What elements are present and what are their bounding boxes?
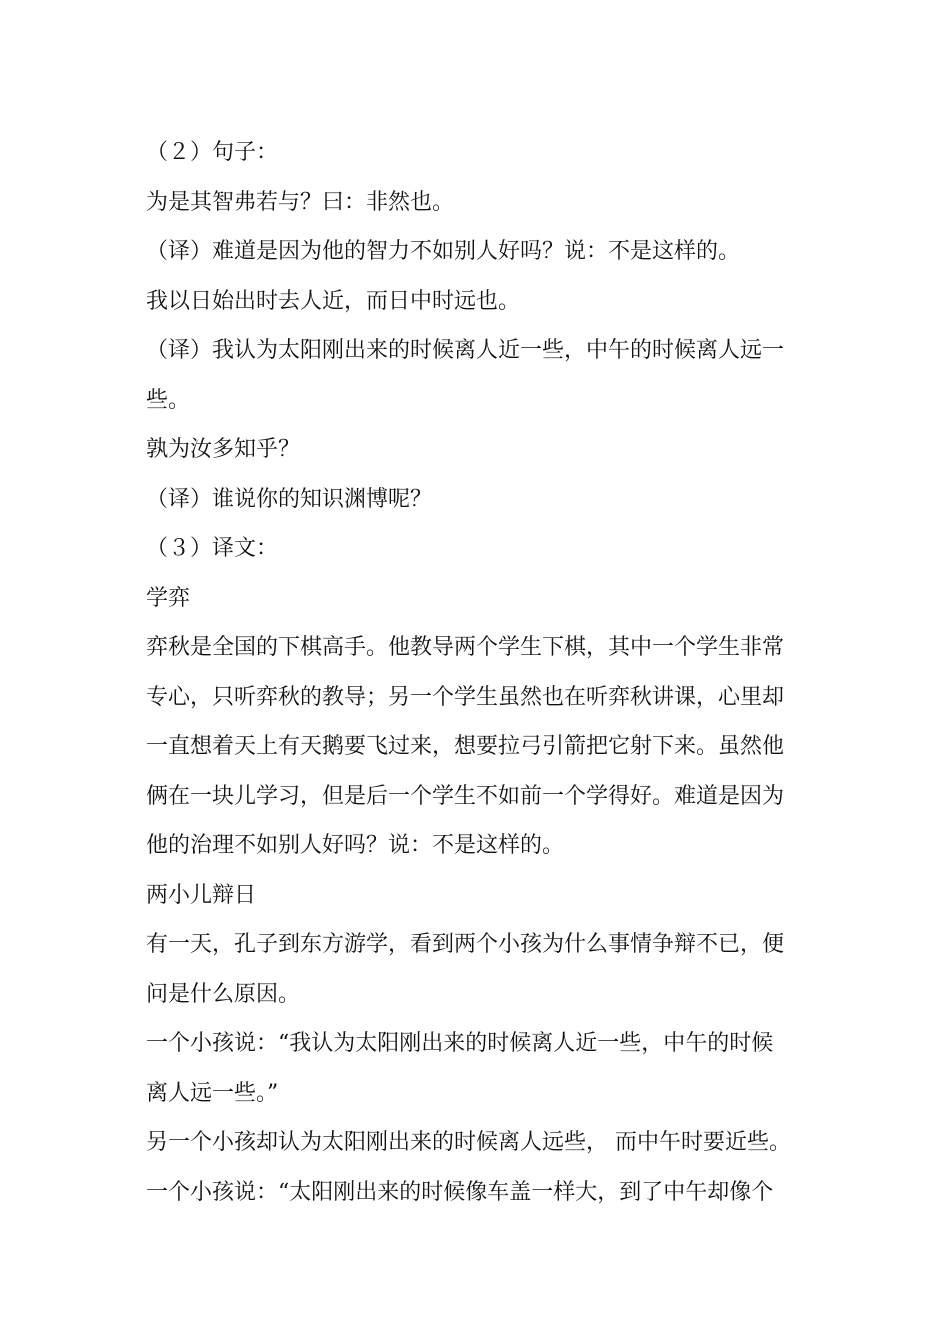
paragraph-line: 弈秋是全国的下棋高手。他教导两个学生下棋，其中一个学生非常 <box>146 635 785 660</box>
section-heading-translation: （３）译文： <box>146 536 279 561</box>
paragraph-line: 俩在一块儿学习，但是后一个学生不如前一个学得好。难道是因为 <box>146 783 785 809</box>
story-title-liangxiaoer: 两小儿辩日 <box>146 882 257 908</box>
paragraph-line: 问是什么原因。 <box>146 981 301 1007</box>
paragraph-line: 他的治理不如别人好吗？说：不是这样的。 <box>146 833 565 858</box>
paragraph-line: 有一天，孔子到东方游学，看到两个小孩为什么事情争辩不已，便 <box>146 932 785 957</box>
classical-sentence: 我以日始出时去人近，而日中时远也。 <box>146 288 521 314</box>
translation-line: （译）难道是因为他的智力不如别人好吗？说：不是这样的。 <box>146 239 741 264</box>
document-body <box>146 128 811 1217</box>
classical-sentence: 为是其智弗若与？曰：非然也。 <box>146 189 455 215</box>
paragraph-line: 另一个小孩却认为太阳刚出来的时候离人远些， 而中午时要近些。 <box>146 1130 791 1155</box>
paragraph-line: 专心，只听弈秋的教导；另一个学生虽然也在听弈秋讲课，心里却 <box>146 684 785 710</box>
translation-line: （译）我认为太阳刚出来的时候离人近一些，中午的时候离人远一 <box>146 338 785 363</box>
paragraph-line: 一直想着天上有天鹅要飞过来，想要拉弓引箭把它射下来。虽然他 <box>146 734 785 759</box>
paragraph-line: 离人远一些。” <box>146 1080 279 1106</box>
story-title-xueyi: 学弈 <box>146 585 191 611</box>
section-heading-sentences: （２）句子： <box>146 140 279 165</box>
translation-line-continued: 些。 <box>146 387 191 413</box>
paragraph-line: 一个小孩说：“太阳刚出来的时候像车盖一样大，到了中午却像个 <box>146 1179 774 1205</box>
translation-line: （译）谁说你的知识渊博呢？ <box>146 486 433 512</box>
classical-sentence: 孰为汝多知乎？ <box>146 437 301 462</box>
paragraph-line: 一个小孩说：“我认为太阳刚出来的时候离人近一些，中午的时候 <box>146 1031 774 1056</box>
